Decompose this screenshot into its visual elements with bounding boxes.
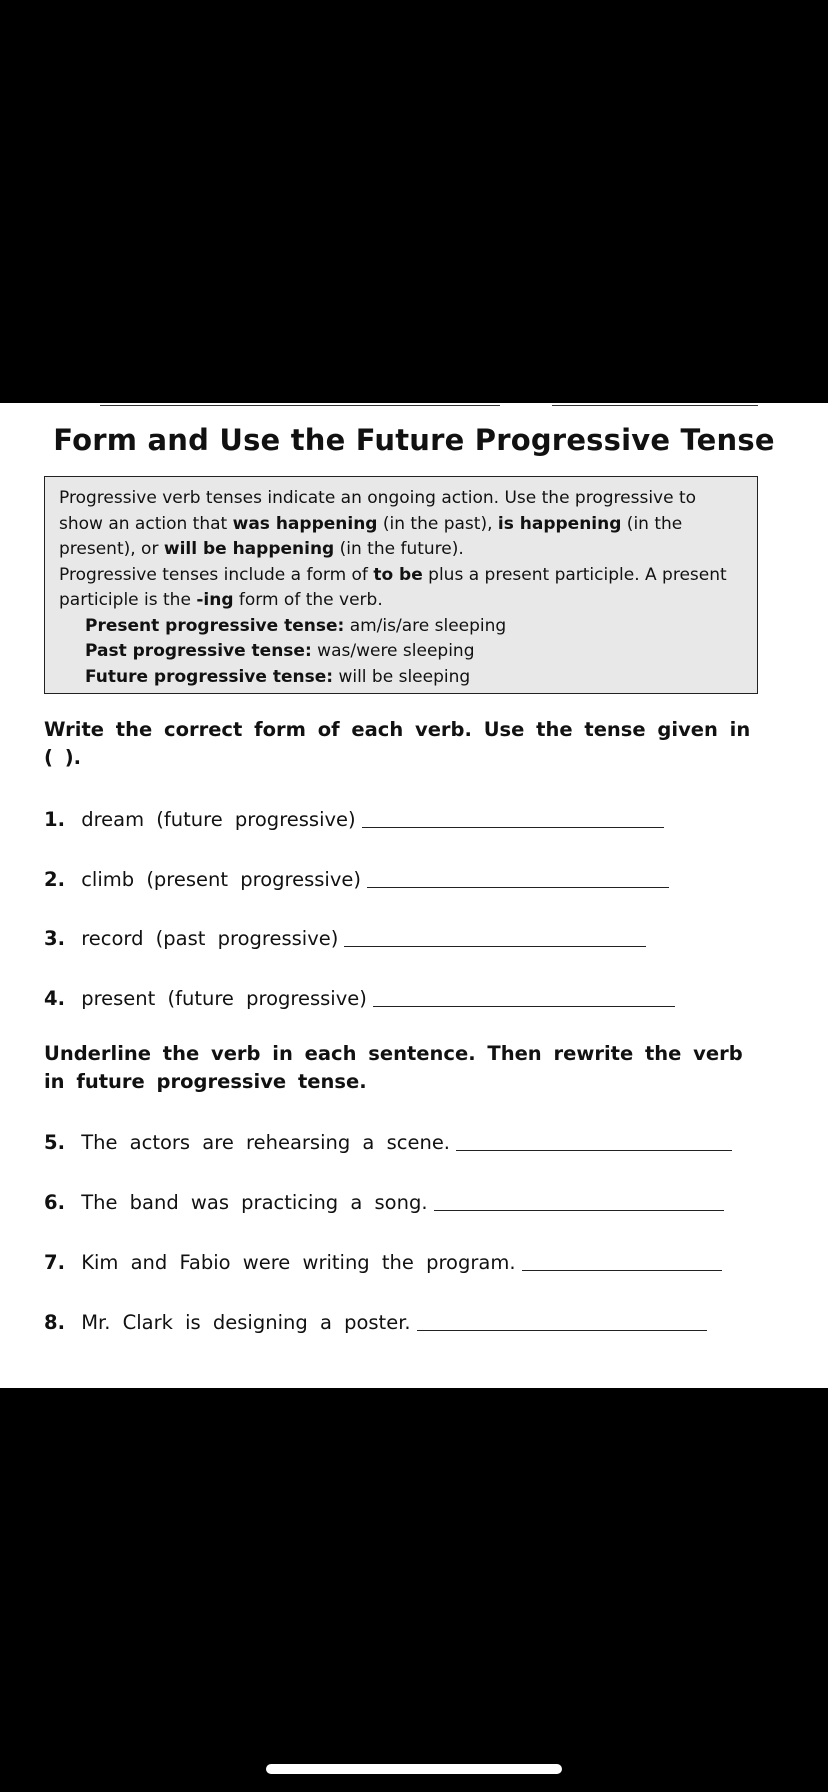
info-paragraph-1: Progressive verb tenses indicate an ongoing action. Use the progressive to show an action that was happening (in the past), is happening (in the present), or will be happening (in the future). (59, 488, 697, 559)
question-4: 4. present (future progressive) (44, 987, 675, 1010)
home-indicator[interactable] (266, 1764, 562, 1774)
worksheet-title: Form and Use the Future Progressive Tense (53, 423, 775, 457)
answer-blank-7[interactable] (522, 1252, 722, 1271)
info-paragraph-2: Progressive tenses include a form of to be plus a present participle. A present participle is the -ing form of the verb. (59, 564, 727, 610)
question-6: 6. The band was practicing a song. (44, 1191, 724, 1214)
answer-blank-2[interactable] (367, 869, 669, 888)
section1-instructions: Write the correct form of each verb. Use the tense given in ( ). (44, 718, 751, 769)
question-8: 8. Mr. Clark is designing a poster. (44, 1311, 707, 1334)
answer-blank-6[interactable] (434, 1192, 724, 1211)
section2-instructions: Underline the verb in each sentence. Then rewrite the verb in future progressive tense. (44, 1042, 743, 1093)
past-progressive-example: Past progressive tense: was/were sleeping (85, 641, 475, 661)
answer-blank-5[interactable] (456, 1132, 732, 1151)
future-progressive-example: Future progressive tense: will be sleeping (85, 666, 471, 687)
answer-blank-8[interactable] (417, 1312, 707, 1331)
present-progressive-example: Present progressive tense: am/is/are sleeping (85, 615, 507, 636)
answer-blank-4[interactable] (373, 988, 675, 1007)
question-5: 5. The actors are rehearsing a scene. (44, 1131, 732, 1154)
answer-blank-1[interactable] (362, 809, 664, 828)
worksheet-page (0, 403, 828, 1388)
question-1: 1. dream (future progressive) (44, 808, 664, 831)
question-2: 2. climb (present progressive) (44, 868, 669, 891)
info-box (44, 476, 758, 694)
date-blank (552, 405, 758, 406)
answer-blank-3[interactable] (344, 928, 646, 947)
name-blank (100, 405, 500, 406)
question-3: 3. record (past progressive) (44, 927, 646, 950)
question-7: 7. Kim and Fabio were writing the program. (44, 1251, 722, 1274)
name-date-line (44, 403, 758, 411)
